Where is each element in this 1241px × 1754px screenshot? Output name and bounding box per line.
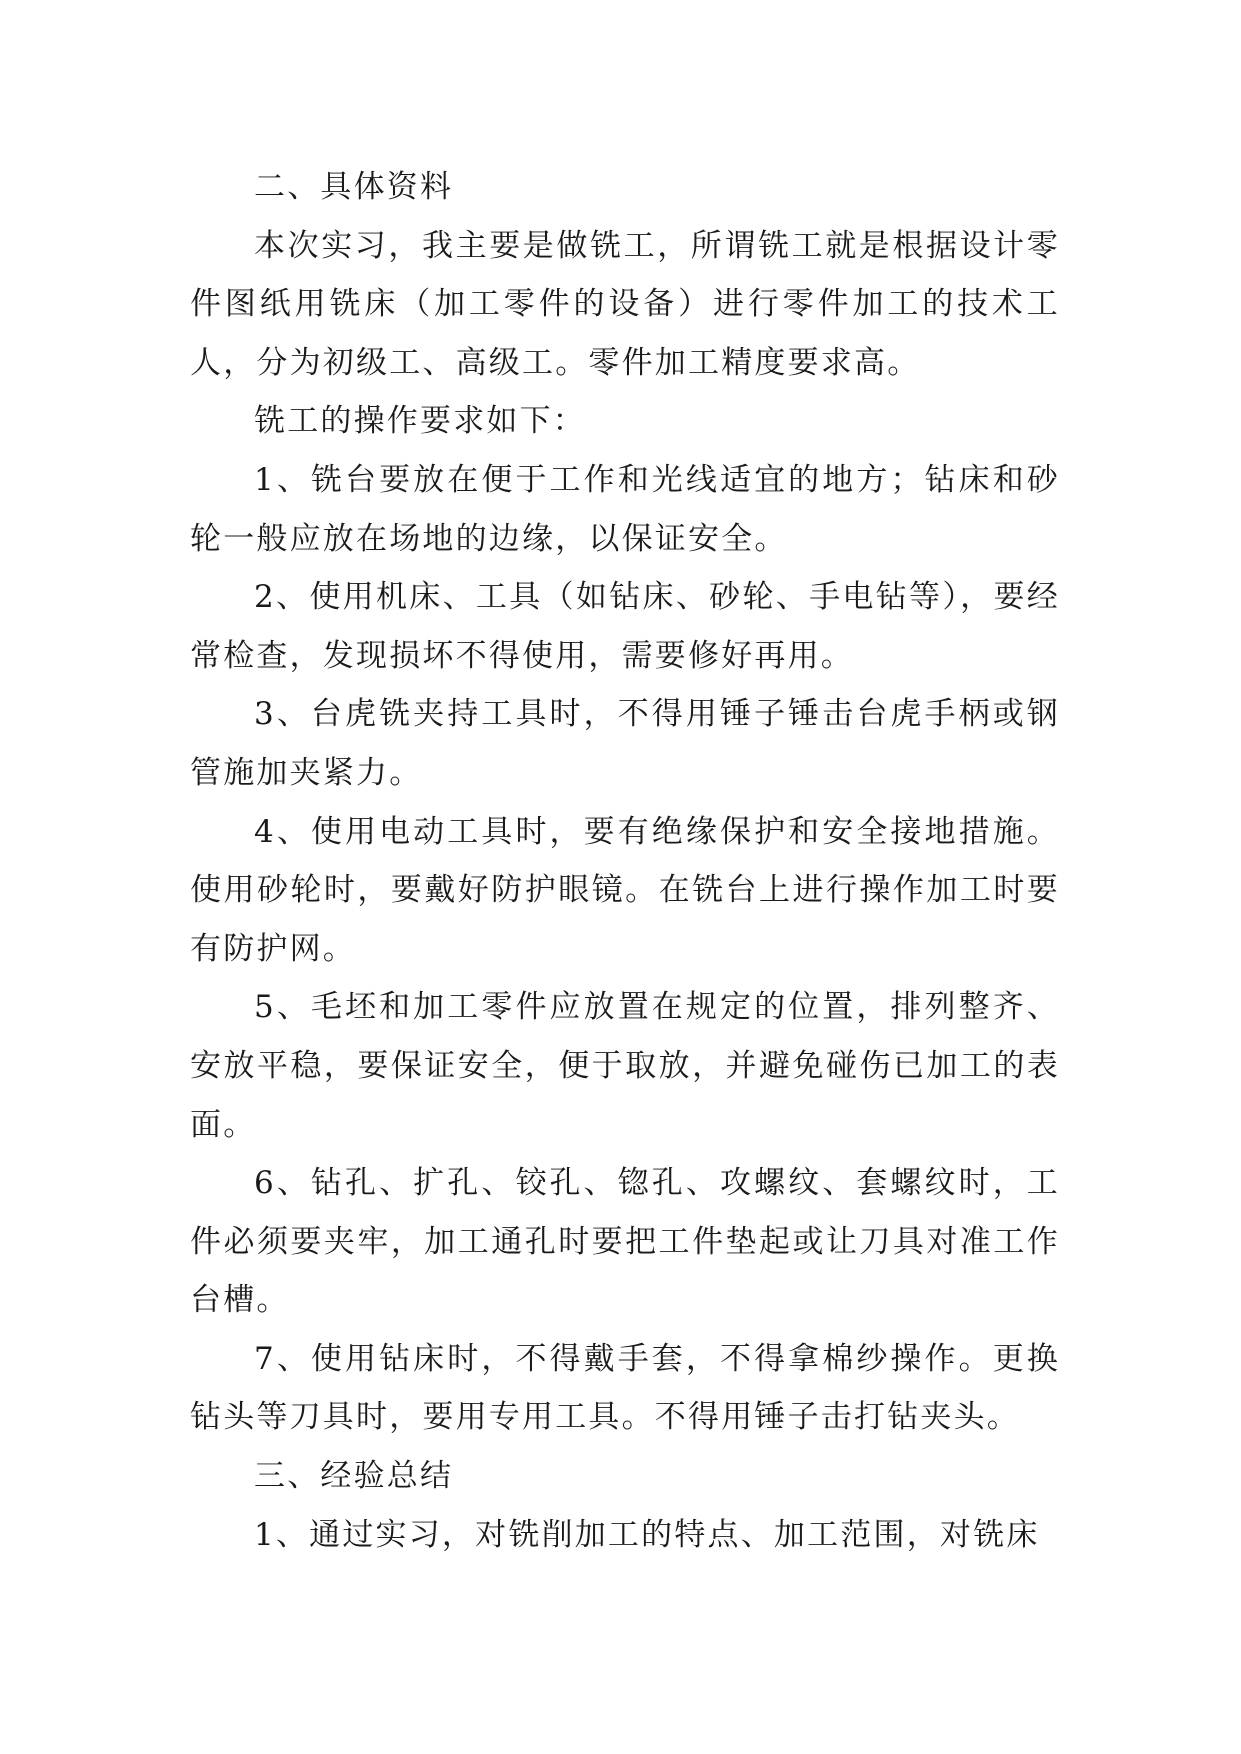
list-item-1: 1、铣台要放在便于工作和光线适宜的地方；钻床和砂轮一般应放在场地的边缘，以保证安全。 [190, 461, 1060, 557]
list-item-3: 3、台虎铣夹持工具时，不得用锤子锤击台虎手柄或钢管施加夹紧力。 [190, 696, 1060, 791]
document-body [190, 158, 1060, 1564]
section-heading-specifics: 二、具体资料 [254, 169, 454, 205]
list-item-2: 2、使用机床、工具（如钻床、砂轮、手电钻等），要经常检查，发现损坏不得使用，需要修好再用。 [190, 579, 1060, 674]
summary-item-1: 1、通过实习，对铣削加工的特点、加工范围，对铣床 [254, 1516, 1040, 1553]
list-item-7: 7、使用钻床时，不得戴手套，不得拿棉纱操作。更换钻头等刀具时，要用专用工具。不得用锤子击打钻夹头。 [190, 1340, 1060, 1436]
list-item-6: 6、钻孔、扩孔、铰孔、锪孔、攻螺纹、套螺纹时，工件必须要夹牢，加工通孔时要把工件垫起或让刀具对准工作台槽。 [190, 1165, 1060, 1319]
section-heading-summary: 三、经验总结 [254, 1458, 454, 1495]
paragraph-intro: 本次实习，我主要是做铣工，所谓铣工就是根据设计零件图纸用铣床（加工零件的设备）进行零件加工的技术工人，分为初级工、高级工。零件加工精度要求高。 [190, 227, 1060, 381]
list-item-5: 5、毛坯和加工零件应放置在规定的位置，排列整齐、安放平稳，要保证安全，便于取放，并避免碰伤已加工的表面。 [190, 989, 1060, 1143]
list-item-4: 4、使用电动工具时，要有绝缘保护和安全接地措施。使用砂轮时，要戴好防护眼镜。在铣台上进行操作加工时要有防护网。 [190, 813, 1060, 967]
paragraph-requirements-lead: 铣工的操作要求如下： [254, 403, 586, 440]
